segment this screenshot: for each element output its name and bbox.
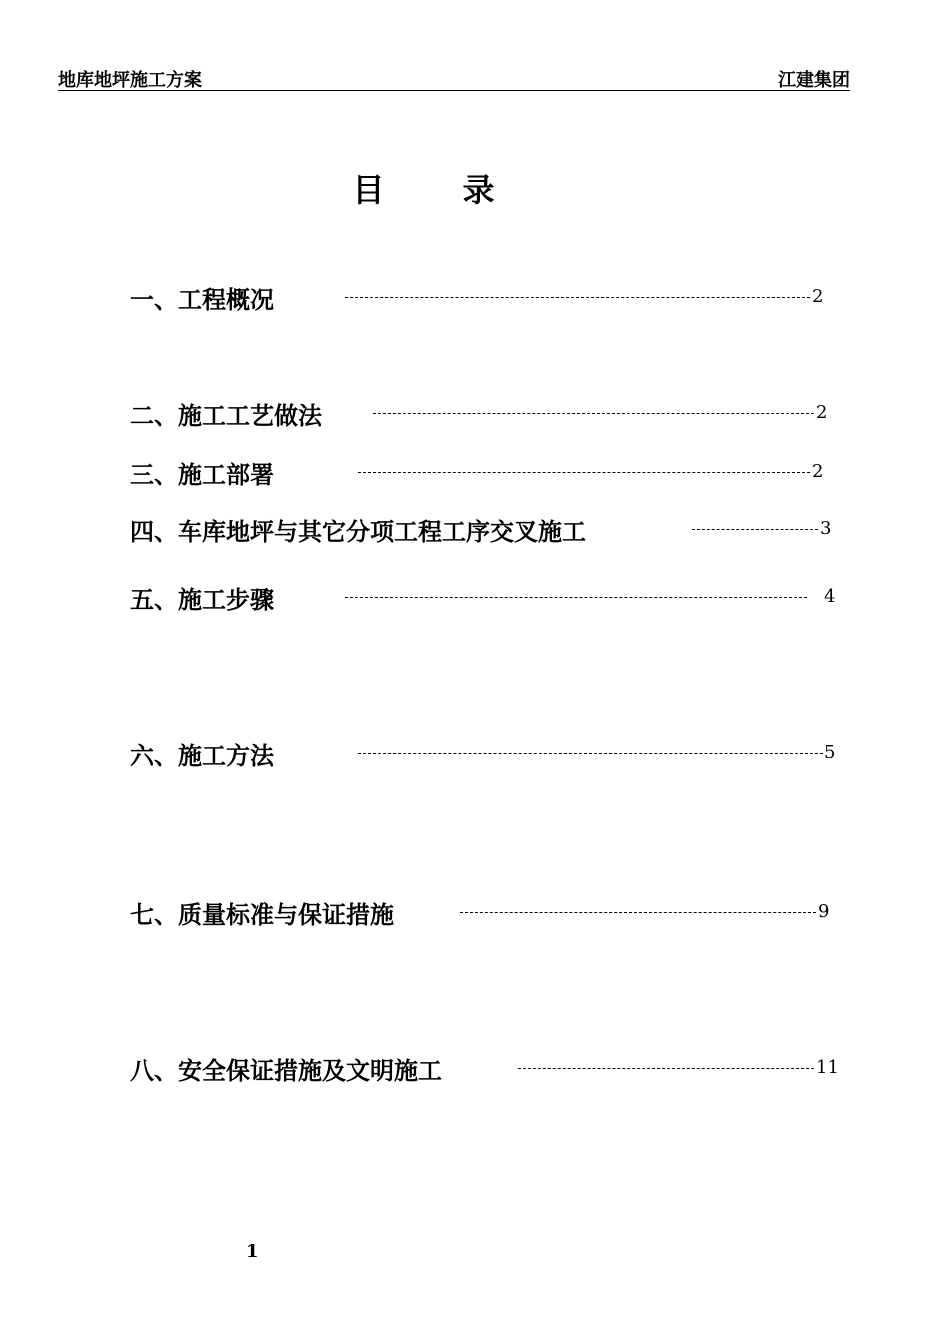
toc-entry-label: 一、工程概况 [130,285,274,314]
toc-dot-leader [460,912,816,913]
toc-dot-leader [358,472,810,473]
footer-page-number: 1 [246,1241,259,1262]
toc-entry-label: 二、施工工艺做法 [130,401,322,430]
toc-title: 目录 [352,171,573,209]
toc-entry-page: 2 [812,461,824,482]
toc-entry-label: 八、安全保证措施及文明施工 [130,1056,442,1085]
toc-entry-page: 4 [824,586,836,607]
toc-dot-leader [345,297,810,298]
toc-entry-page: 2 [812,286,824,307]
toc-entry-page: 11 [816,1057,839,1078]
toc-dot-leader [692,529,818,530]
toc-entry-page: 5 [824,742,836,763]
toc-entry-label: 三、施工部署 [130,460,274,489]
toc-dot-leader [358,753,823,754]
toc-entry-page: 2 [816,402,828,423]
toc-dot-leader [345,597,807,598]
page-header [58,66,850,91]
toc-entry-page: 9 [818,901,830,922]
toc-entry-label: 六、施工方法 [130,741,274,770]
toc-entry-label: 五、施工步骤 [130,585,274,614]
header-document-title: 地库地坪施工方案 [58,70,202,91]
toc-entry-label: 四、车库地坪与其它分项工程工序交叉施工 [130,517,586,546]
header-company-name: 江建集团 [778,70,850,91]
toc-dot-leader [518,1068,814,1069]
toc-entry-page: 3 [820,518,832,539]
toc-entry-label: 七、质量标准与保证措施 [130,900,394,929]
toc-dot-leader [373,413,814,414]
